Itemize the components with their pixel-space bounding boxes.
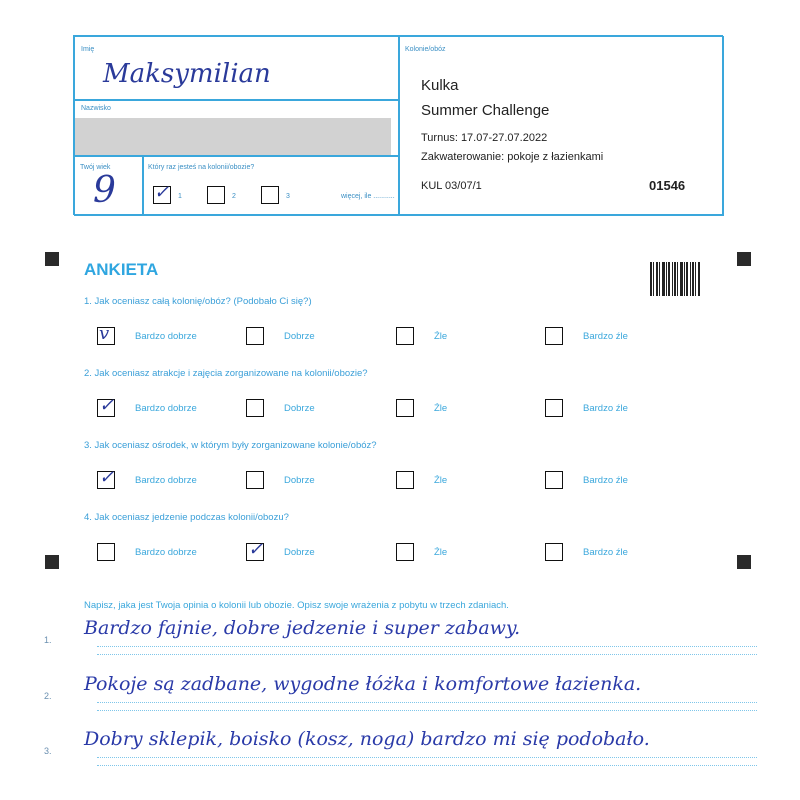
answer-checkbox[interactable] [396, 327, 414, 345]
answer-option-label: Bardzo źle [583, 403, 628, 414]
answer-option-label: Bardzo źle [583, 547, 628, 558]
age-cell [74, 155, 144, 216]
check-mark-icon: ✓ [99, 467, 115, 488]
opinion-answer: Bardzo fajnie, dobre jedzenie i super zabawy. [84, 617, 521, 639]
line-number: 1. [44, 635, 52, 645]
times-label: Który raz jesteś na kolonii/obozie? [148, 164, 255, 171]
registration-mark [737, 555, 751, 569]
answer-option-label: Dobrze [284, 403, 315, 414]
answer-option-label: Bardzo źle [583, 475, 628, 486]
times-option-1: 1 [178, 193, 182, 200]
times-cell [142, 155, 400, 216]
surname-label: Nazwisko [81, 105, 111, 112]
registration-mark [45, 555, 59, 569]
answer-option-label: Źle [434, 475, 448, 486]
answer-option-label: Źle [434, 403, 448, 414]
answer-checkbox[interactable] [246, 399, 264, 417]
times-option-2: 2 [232, 193, 236, 200]
answer-checkbox[interactable] [545, 471, 563, 489]
camp-code: KUL 03/07/1 [421, 180, 482, 192]
answer-checkbox[interactable] [545, 399, 563, 417]
times-checkbox-2[interactable] [207, 186, 225, 204]
answer-option-label: Bardzo źle [583, 331, 628, 342]
camp-title: Summer Challenge [421, 102, 550, 119]
question-text: 3. Jak oceniasz ośrodek, w którym były zorganizowane kolonie/obóz? [84, 440, 377, 451]
question-text: 4. Jak oceniasz jedzenie podczas kolonii/obozu? [84, 512, 289, 523]
check-mark-icon: ✓ [99, 395, 115, 416]
dotted-line [97, 646, 757, 647]
camp-cell [398, 36, 724, 216]
answer-checkbox[interactable] [97, 323, 115, 345]
form-number: 01546 [649, 178, 686, 193]
times-checkbox-1[interactable] [153, 182, 171, 204]
opinion-answer: Dobry sklepik, boisko (kosz, noga) bardzo mi się podobało. [84, 728, 650, 750]
name-value: Maksymilian [103, 59, 271, 89]
age-value: 9 [93, 170, 116, 211]
registration-mark [45, 252, 59, 266]
answer-checkbox[interactable] [97, 395, 115, 417]
answer-option-label: Źle [434, 547, 448, 558]
age-label: Twój wiek [80, 164, 111, 171]
answer-option-label: Bardzo dobrze [135, 331, 197, 342]
answer-option-label: Dobrze [284, 331, 315, 342]
answer-option-label: Bardzo dobrze [135, 547, 197, 558]
answer-checkbox[interactable] [246, 539, 264, 561]
question-text: 2. Jak oceniasz atrakcje i zajęcia zorganizowane na kolonii/obozie? [84, 368, 368, 379]
answer-checkbox[interactable] [396, 471, 414, 489]
camp-name: Kulka [421, 77, 459, 94]
answer-checkbox[interactable] [396, 543, 414, 561]
line-number: 3. [44, 746, 52, 756]
answer-checkbox[interactable] [545, 543, 563, 561]
check-mark-icon: ✓ [248, 539, 264, 560]
answer-checkbox[interactable] [246, 471, 264, 489]
name-cell [74, 36, 400, 101]
dotted-line [97, 702, 757, 703]
barcode [650, 262, 702, 296]
answer-checkbox[interactable] [396, 399, 414, 417]
survey-title: ANKIETA [84, 260, 159, 279]
turnus: Turnus: 17.07-27.07.2022 [421, 132, 548, 144]
header-form [73, 35, 723, 215]
times-option-3: 3 [286, 193, 290, 200]
accommodation: Zakwaterowanie: pokoje z łazienkami [421, 151, 604, 163]
surname-cell [74, 99, 400, 157]
opinion-prompt: Napisz, jaka jest Twoja opinia o kolonii lub obozie. Opisz swoje wrażenia z pobytu w trzech zdaniach. [84, 600, 509, 611]
answer-option-label: Dobrze [284, 475, 315, 486]
name-label: Imię [81, 46, 95, 53]
answer-checkbox[interactable] [246, 327, 264, 345]
times-more: więcej, ile ........... [341, 193, 395, 200]
answer-option-label: Bardzo dobrze [135, 475, 197, 486]
check-mark-icon: v [99, 323, 110, 344]
answer-checkbox[interactable] [545, 327, 563, 345]
dotted-line [97, 765, 757, 766]
question-text: 1. Jak oceniasz całą kolonię/obóz? (Podobało Ci się?) [84, 296, 312, 307]
redacted-surname [75, 118, 391, 155]
camp-label: Kolonie/obóz [405, 46, 446, 53]
answer-checkbox[interactable] [97, 467, 115, 489]
answer-checkbox[interactable] [97, 543, 115, 561]
line-number: 2. [44, 691, 52, 701]
times-checkbox-3[interactable] [261, 186, 279, 204]
registration-mark [737, 252, 751, 266]
opinion-answer: Pokoje są zadbane, wygodne łóżka i komfortowe łazienka. [84, 673, 642, 695]
dotted-line [97, 710, 757, 711]
answer-option-label: Bardzo dobrze [135, 403, 197, 414]
dotted-line [97, 654, 757, 655]
dotted-line [97, 757, 757, 758]
check-mark-icon: ✓ [154, 182, 170, 203]
answer-option-label: Źle [434, 331, 448, 342]
answer-option-label: Dobrze [284, 547, 315, 558]
